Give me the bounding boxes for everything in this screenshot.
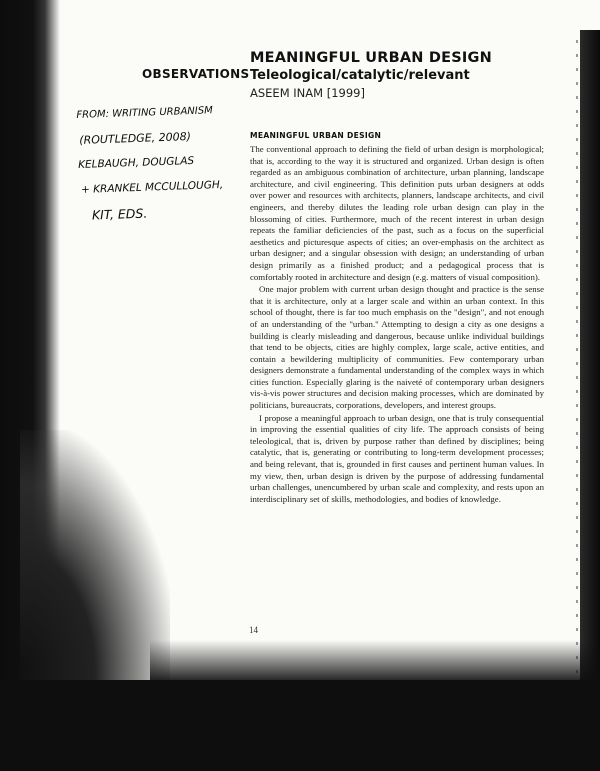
article-paragraph: The conventional approach to defining the field of urban design is morphological; that is, according to the way it is structured and organized. Urban design is often regarded as an ambiguous combination of architecture, urban planning, landscape architecture, and civil engineering. This definition puts urban designers at odds over power and resources with architects, planners, landscape architects, and civil engineers, and thereby dilutes the leading role urban design can play in the blossoming of cities. Furthermore, much of the recent interest in urban design repeats the familiar deficiencies of the past, such as a focus on the superficial aesthetics and picturesque aspects of cities; an over-emphasis on the architect as urban designer; and a singular obsession with design; an understanding of urban design primarily as a finished product; and a pedagogical process that is comfortably rooted in architecture and design (e.g. matters of visual composition).	[250, 144, 544, 282]
article-body	[250, 144, 544, 505]
handwritten-note-line: KIT, EDS.	[91, 205, 148, 223]
document-author: ASEEM INAM [1999]	[250, 86, 365, 100]
scan-bottom-shadow	[0, 680, 600, 771]
handwritten-note-line: (ROUTLEDGE, 2008)	[79, 130, 192, 147]
handwritten-note-line: KELBAUGH, DOUGLAS	[77, 154, 195, 171]
document-subtitle: Teleological/catalytic/relevant	[250, 68, 470, 83]
scan-bottom-fade	[150, 640, 600, 685]
handwritten-note-line: FROM: WRITING URBANISM	[76, 105, 213, 121]
section-label: OBSERVATIONS	[142, 67, 250, 81]
article-heading: MEANINGFUL URBAN DESIGN	[250, 131, 382, 140]
article-paragraph: One major problem with current urban design thought and practice is the sense that it is architecture, only at a larger scale and within an urban context. In this school of thought, there is far too much emphasis on the "design", and not enough of an understanding of the "urban." Attempting to design a city as one designs a building is clearly misleading and dangerous, because unlike individual buildings that tend to be objects, cities are highly complex, large scale, active entities, and contain a bewildering multiplicity of communities. Few contemporary urban designers demonstrate a fundamental understanding of the complex ways in which cities function. Especially glaring is the naiveté of contemporary urban designers vis-à-vis power structures and decision making processes, which are dominated by politicians, bureaucrats, corporations, developers, and interest groups.	[250, 284, 544, 411]
article-paragraph: I propose a meaningful approach to urban design, one that is truly consequential in improving the essential qualities of city life. The approach consists of being teleological, that is, driven by purpose rather than defined by disciplines; being catalytic, that is, generating or contributing to long-term development processes; and being relevant, that is, grounded in first causes and pertinent human values. In my view, then, urban design is driven by the purpose of addressing fundamental urban challenges, unencumbered by urban scale and complexity, and rests upon an interdisciplinary set of skills, methodologies, and bodies of knowledge.	[250, 412, 544, 504]
handwritten-note-line: + KRANKEL MCCULLOUGH,	[80, 178, 224, 196]
document-title: MEANINGFUL URBAN DESIGN	[250, 50, 492, 66]
page-number: 14	[249, 625, 258, 635]
handwritten-notes	[76, 97, 255, 228]
